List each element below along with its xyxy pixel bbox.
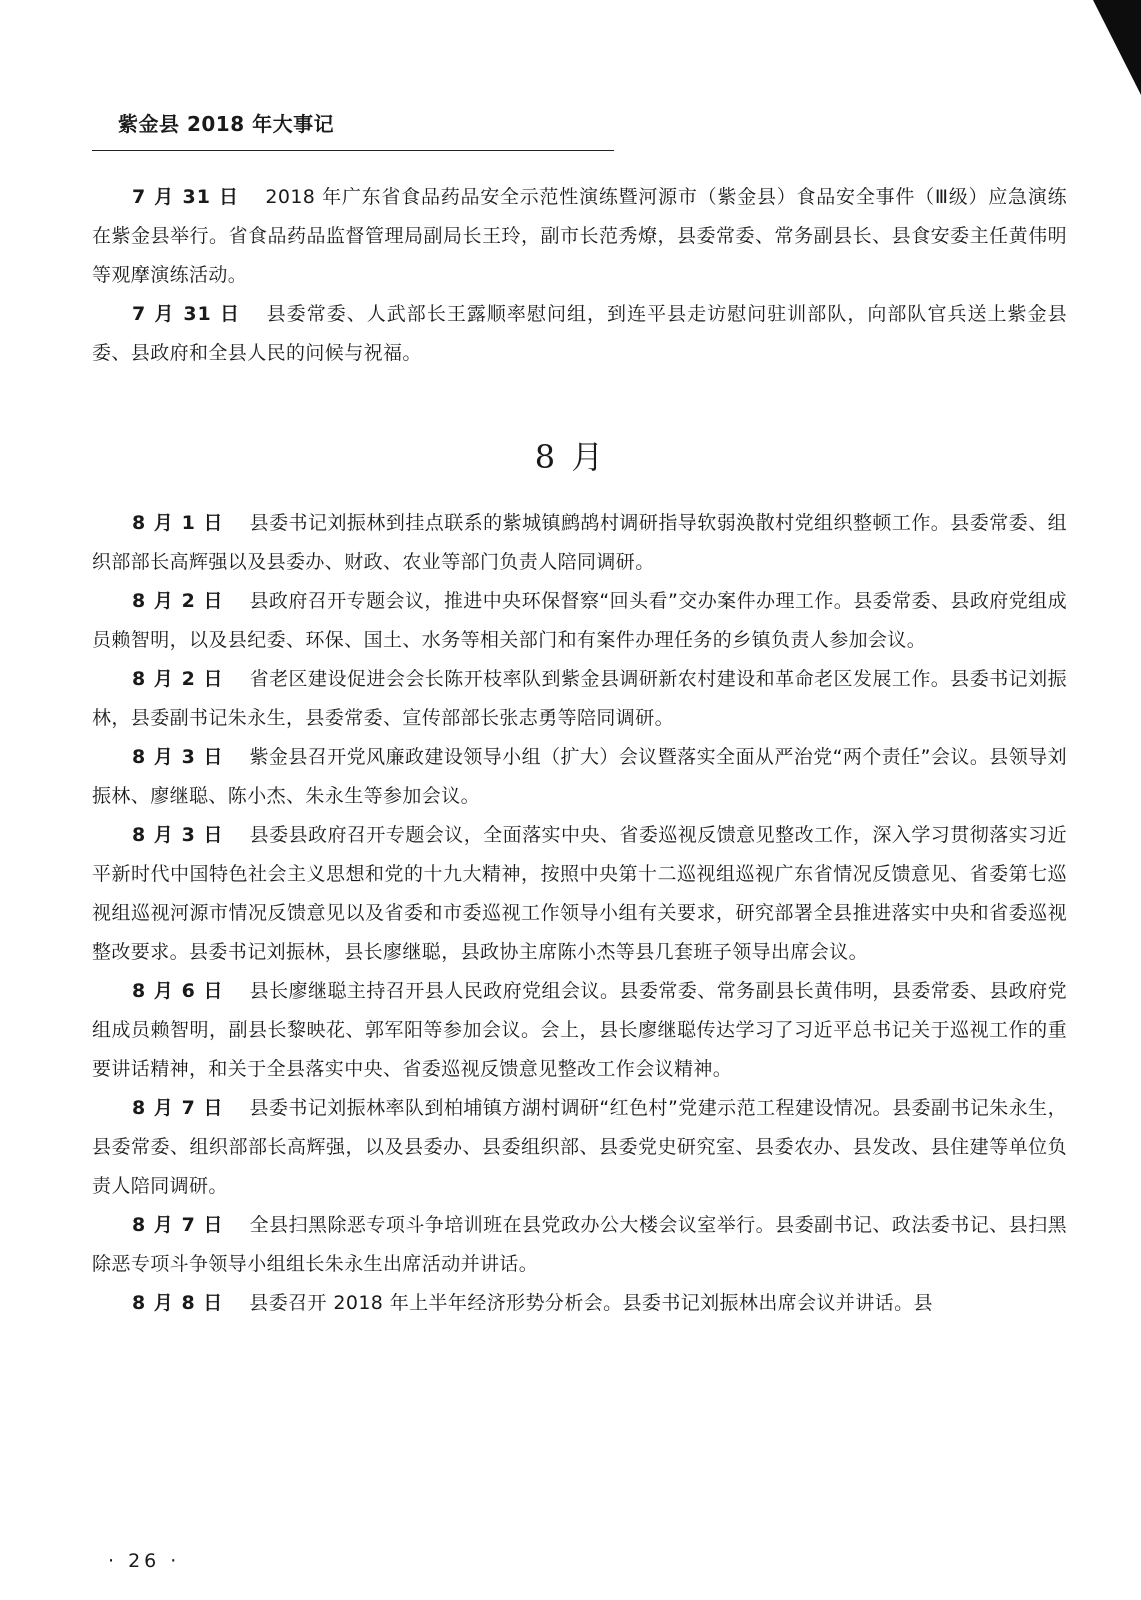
entry-date: 8 月 8 日 xyxy=(132,1292,224,1314)
month-heading: 8 月 xyxy=(534,438,607,476)
chronicle-entry xyxy=(92,972,1067,1089)
entry-date: 8 月 6 日 xyxy=(132,980,224,1002)
entry-text: 县长廖继聪主持召开县人民政府党组会议。县委常委、常务副县长黄伟明，县委常委、县政府党组成员赖智明，副县长黎映花、郭军阳等参加会议。会上，县长廖继聪传达学习了习近平总书记关于巡视工作的重要讲话精神，和关于全县落实中央、省委巡视反馈意见整改工作会议精神。 xyxy=(92,980,1067,1080)
entry-date: 8 月 3 日 xyxy=(132,824,224,846)
entry-date: 8 月 2 日 xyxy=(132,590,224,612)
scan-corner-shadow xyxy=(1119,0,1141,40)
entry-date: 8 月 2 日 xyxy=(132,668,224,690)
chronicle-entry xyxy=(92,178,1067,295)
entry-text: 紫金县召开党风廉政建设领导小组（扩大）会议暨落实全面从严治党“两个责任”会议。县领导刘振林、廖继聪、陈小杰、朱永生等参加会议。 xyxy=(92,746,1067,807)
august-entries xyxy=(92,504,1067,1323)
entry-text: 省老区建设促进会会长陈开枝率队到紫金县调研新农村建设和革命老区发展工作。县委书记刘振林，县委副书记朱永生，县委常委、宣传部部长张志勇等陪同调研。 xyxy=(92,668,1067,729)
chronicle-entry xyxy=(92,1284,1067,1323)
entry-text: 县政府召开专题会议，推进中央环保督察“回头看”交办案件办理工作。县委常委、县政府党组成员赖智明，以及县纪委、环保、国土、水务等相关部门和有案件办理任务的乡镇负责人参加会议。 xyxy=(92,590,1067,651)
entry-date: 7 月 31 日 xyxy=(132,186,240,208)
chronicle-entry xyxy=(92,738,1067,816)
entry-date: 8 月 3 日 xyxy=(132,746,224,768)
entry-text: 县委常委、人武部长王露顺率慰问组，到连平县走访慰问驻训部队，向部队官兵送上紫金县委、县政府和全县人民的问候与祝福。 xyxy=(92,303,1067,364)
page-number: · 26 · xyxy=(108,1550,181,1572)
entry-date: 8 月 7 日 xyxy=(132,1097,224,1119)
entry-text: 2018 年广东省食品药品安全示范性演练暨河源市（紫金县）食品安全事件（Ⅲ级）应急演练在紫金县举行。省食品药品监督管理局副局长王玲，副市长范秀燎，县委常委、常务副县长、县食安委主任黄伟明等观摩演练活动。 xyxy=(92,186,1067,286)
chronicle-entry xyxy=(92,816,1067,972)
chronicle-entry xyxy=(92,295,1067,373)
entry-text: 县委书记刘振林率队到柏埔镇方湖村调研“红色村”党建示范工程建设情况。县委副书记朱永生，县委常委、组织部部长高辉强，以及县委办、县委组织部、县委党史研究室、县委农办、县发改、县住建等单位负责人陪同调研。 xyxy=(92,1097,1067,1197)
july-entries xyxy=(92,178,1067,373)
chronicle-entry xyxy=(92,1206,1067,1284)
entry-date: 8 月 7 日 xyxy=(132,1214,224,1236)
chronicle-entry xyxy=(92,504,1067,582)
entry-text: 县委县政府召开专题会议，全面落实中央、省委巡视反馈意见整改工作，深入学习贯彻落实习近平新时代中国特色社会主义思想和党的十九大精神，按照中央第十二巡视组巡视广东省情况反馈意见、省委第七巡视组巡视河源市情况反馈意见以及省委和市委巡视工作领导小组有关要求，研究部署全县推进落实中央和省委巡视整改要求。县委书记刘振林，县长廖继聪，县政协主席陈小杰等县几套班子领导出席会议。 xyxy=(92,824,1067,963)
entry-date: 7 月 31 日 xyxy=(132,303,241,325)
chronicle-entry xyxy=(92,582,1067,660)
entry-text: 县委召开 2018 年上半年经济形势分析会。县委书记刘振林出席会议并讲话。县 xyxy=(249,1292,933,1314)
chronicle-entry xyxy=(92,1089,1067,1206)
entry-date: 8 月 1 日 xyxy=(132,512,224,534)
entry-text: 全县扫黑除恶专项斗争培训班在县党政办公大楼会议室举行。县委副书记、政法委书记、县扫黑除恶专项斗争领导小组组长朱永生出席活动并讲话。 xyxy=(92,1214,1067,1275)
entry-text: 县委书记刘振林到挂点联系的紫城镇鹧鸪村调研指导软弱涣散村党组织整顿工作。县委常委、组织部部长高辉强以及县委办、财政、农业等部门负责人陪同调研。 xyxy=(92,512,1067,573)
running-head: 紫金县 2018 年大事记 xyxy=(118,112,335,136)
chronicle-entry xyxy=(92,660,1067,738)
header-rule xyxy=(92,150,614,151)
